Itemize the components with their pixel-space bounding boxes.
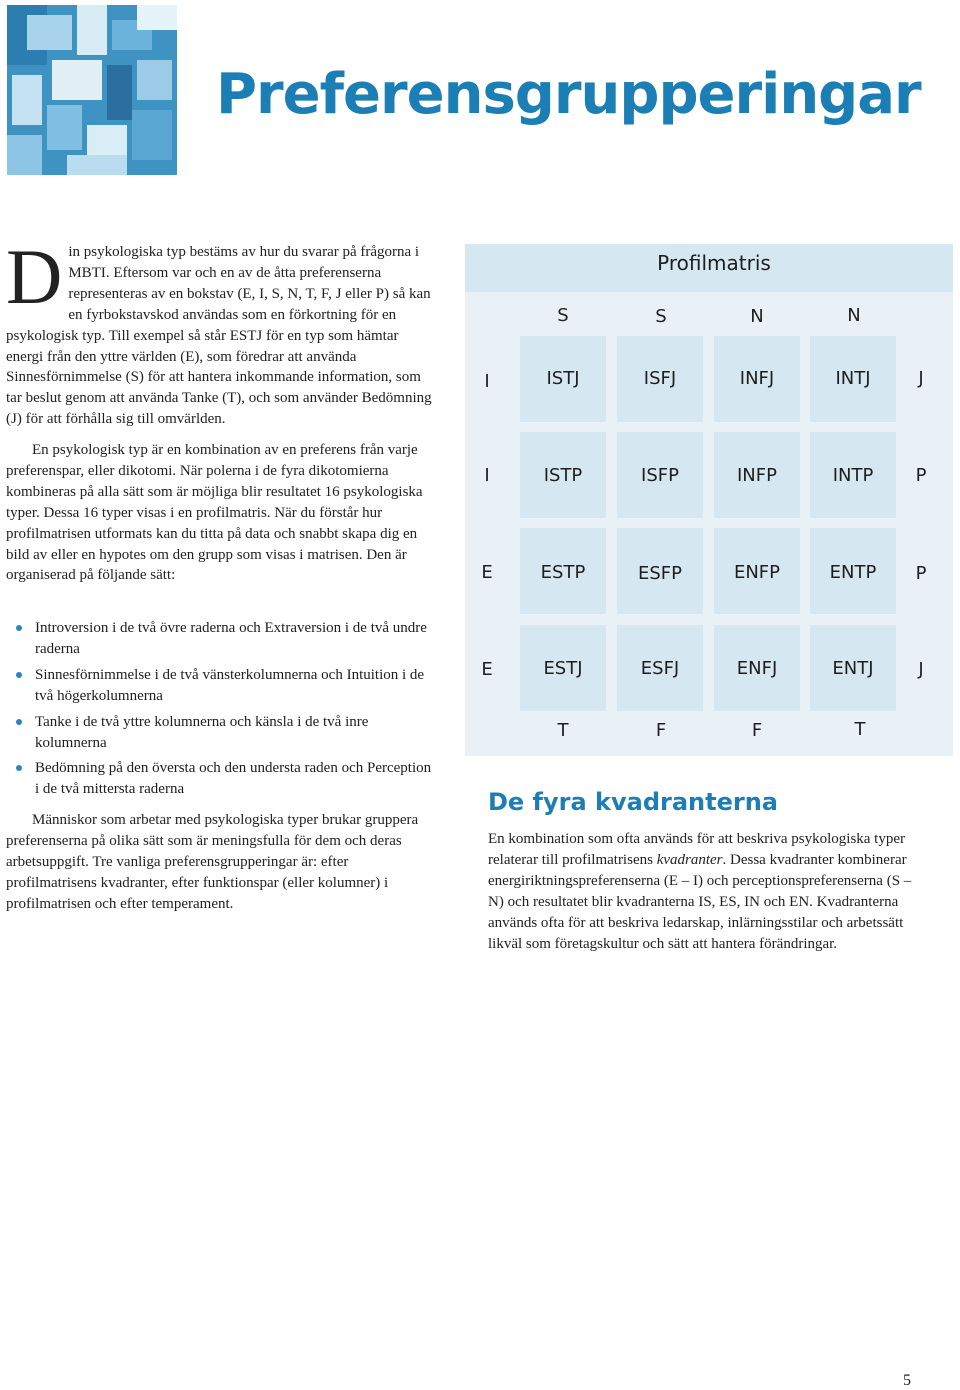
quadrants-paragraph: En kombination som ofta används för att beskriva psykologiska typer relaterar till profilmatrisens kvadranter. Dessa kvadranter kombinerar energiriktningspreferenserna (E – I) och perceptionspreferenserna (S – N) och resultatet blir kvadranterna IS, ES, IN och EN. Kvadranterna används ofta för att beskriva ledarskap, inlärningsstilar och arbetssätt likväl som företagskultur och sätt att hantera förändringar.	[488, 831, 912, 952]
section-heading-kvadranter: De fyra kvadranterna	[488, 788, 778, 816]
column-label-bottom: F	[751, 720, 763, 741]
page-title: Preferensgrupperingar	[216, 62, 921, 127]
type-cell: INTJ	[810, 336, 896, 422]
type-cell: ESFJ	[617, 625, 703, 711]
page-number: 5	[903, 1372, 911, 1389]
row-label-left: I	[484, 371, 490, 392]
type-cell: INTP	[810, 432, 896, 518]
type-cell: INFJ	[714, 336, 800, 422]
drop-cap: D	[6, 233, 63, 320]
type-cell: ENFJ	[714, 625, 800, 711]
column-label-top: N	[847, 305, 861, 326]
row-label-right: P	[915, 465, 927, 486]
matrix-organization-list	[6, 618, 436, 805]
paragraph-dikotomi: En psykologisk typ är en kombination av en preferens från varje preferenspar, eller dikotomi. När polerna i de fyra dikotomierna kombineras på alla sätt som är möjliga blir resultatet 16 psykologiska typer. Dessa 16 typer visas i en profilmatris. När du förstår hur profilmatrisen utformats kan du titta på data och snabbt skapa dig en bild av eller en hypotes om den grupp som visas i matrisen. Den är organiserad på följande sätt:	[6, 442, 423, 584]
type-cell: ISTP	[520, 432, 606, 518]
row-label-left: E	[481, 659, 493, 680]
bullet-icon	[16, 625, 22, 631]
type-cell: ISFP	[617, 432, 703, 518]
list-item: Bedömning på den översta och den understa raden och Perception i de två mittersta raderna	[6, 758, 436, 800]
bullet-icon	[16, 719, 22, 725]
type-cell: ISTJ	[520, 336, 606, 422]
type-cell: ESTJ	[520, 625, 606, 711]
type-cell: ENTP	[810, 528, 896, 614]
column-label-bottom: T	[854, 719, 866, 740]
type-cell: ENFP	[714, 528, 800, 614]
row-label-right: J	[918, 368, 924, 389]
bullet-icon	[16, 765, 22, 771]
list-item: Sinnesförnimmelse i de två vänsterkolumnerna och Intuition i de två högerkolumnerna	[6, 665, 436, 707]
intro-paragraph	[6, 233, 436, 430]
bullet-icon	[16, 672, 22, 678]
list-item: Introversion i de två övre raderna och Extraversion i de två undre raderna	[6, 618, 436, 660]
type-cell: ISFJ	[617, 336, 703, 422]
row-label-right: J	[918, 659, 924, 680]
column-label-bottom: T	[557, 720, 569, 741]
type-cell: ESTP	[520, 528, 606, 614]
list-item: Tanke i de två yttre kolumnerna och känsla i de två inre kolumnerna	[6, 712, 436, 754]
column-label-top: N	[750, 306, 764, 327]
column-label-bottom: F	[655, 720, 667, 741]
header-artwork	[7, 5, 177, 175]
column-label-top: S	[655, 306, 667, 327]
row-label-left: E	[481, 562, 493, 583]
paragraph-grupperingar: Människor som arbetar med psykologiska typer brukar gruppera preferenserna på olika sätt som är meningsfulla för dem och deras arbetsuppgift. Tre vanliga preferensgrupperingar är: efter profilmatrisens kvadranter, efter funktionspar (eller kolumner) i profilmatrisen och efter temperament.	[6, 812, 419, 912]
column-label-top: S	[557, 305, 569, 326]
type-cell: ENTJ	[810, 625, 896, 711]
matrix-title: Profilmatris	[657, 251, 771, 275]
row-label-left: I	[484, 465, 490, 486]
profile-matrix	[465, 244, 953, 756]
intro-text: in psykologiska typ bestäms av hur du svarar på frågorna i MBTI. Eftersom var och en av de åtta preferenserna representeras av en bokstav (E, I, S, N, T, F, J eller P) så kan en fyrbokstavskod användas som en förkortning för en psykologisk typ. Till exempel så står ESTJ för en typ som hämtar energi från den yttre världen (E), som föredrar att använda Sinnesförnimmelse (S) för att hantera inkommande information, som tar beslut genom att använda Tanke (T), och som använder Bedömning (J) för att förhålla sig till omvärlden.	[6, 244, 432, 428]
type-cell: ESFP	[617, 528, 703, 614]
row-label-right: P	[915, 563, 927, 584]
type-cell: INFP	[714, 432, 800, 518]
